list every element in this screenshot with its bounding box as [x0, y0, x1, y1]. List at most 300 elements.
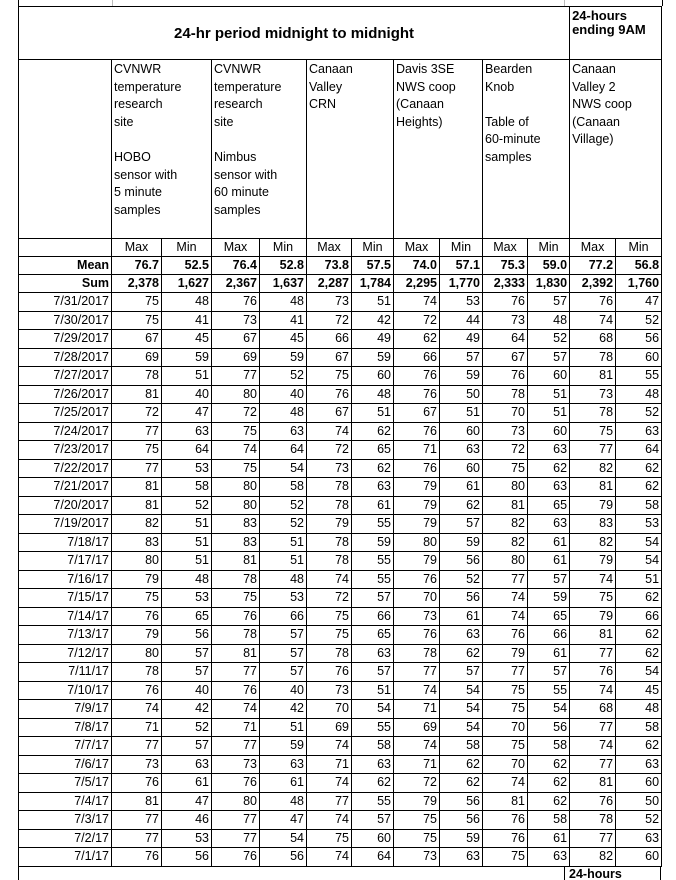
sum-value: 2,392	[570, 275, 616, 293]
date-cell: 7/6/17	[19, 755, 112, 774]
table-row	[19, 496, 662, 515]
value-cell: 40	[260, 681, 307, 700]
value-cell: 75	[570, 422, 616, 441]
value-cell: 80	[212, 478, 260, 497]
value-cell: 56	[440, 589, 483, 608]
value-cell: 58	[352, 737, 394, 756]
value-cell: 82	[570, 459, 616, 478]
value-cell: 59	[440, 367, 483, 386]
mean-value: 52.5	[162, 257, 212, 275]
value-cell: 63	[528, 848, 570, 867]
value-cell: 77	[112, 811, 162, 830]
column-label: Max	[394, 239, 440, 257]
value-cell: 54	[260, 459, 307, 478]
value-cell: 76	[483, 829, 528, 848]
value-cell: 65	[162, 607, 212, 626]
value-cell: 81	[483, 792, 528, 811]
value-cell: 51	[440, 404, 483, 423]
value-cell: 60	[616, 348, 662, 367]
value-cell: 55	[352, 792, 394, 811]
value-cell: 81	[570, 478, 616, 497]
value-cell: 66	[528, 626, 570, 645]
value-cell: 80	[394, 533, 440, 552]
value-cell: 52	[260, 367, 307, 386]
value-cell: 63	[352, 478, 394, 497]
date-cell: 7/16/17	[19, 570, 112, 589]
value-cell: 71	[394, 441, 440, 460]
value-cell: 79	[307, 515, 352, 534]
value-cell: 62	[440, 755, 483, 774]
value-cell: 69	[212, 348, 260, 367]
value-cell: 57	[528, 293, 570, 312]
value-cell: 69	[307, 718, 352, 737]
value-cell: 52	[616, 404, 662, 423]
date-cell: 7/4/17	[19, 792, 112, 811]
date-cell: 7/9/17	[19, 700, 112, 719]
table-row	[19, 348, 662, 367]
value-cell: 79	[570, 496, 616, 515]
value-cell: 73	[307, 681, 352, 700]
value-cell: 46	[162, 811, 212, 830]
value-cell: 79	[112, 570, 162, 589]
value-cell: 57	[260, 644, 307, 663]
value-cell: 54	[440, 700, 483, 719]
date-cell: 7/23/2017	[19, 441, 112, 460]
date-cell: 7/20/2017	[19, 496, 112, 515]
value-cell: 63	[440, 848, 483, 867]
value-cell: 77	[570, 644, 616, 663]
value-cell: 62	[528, 774, 570, 793]
value-cell: 77	[570, 718, 616, 737]
value-cell: 76	[394, 422, 440, 441]
sum-value: 2,367	[212, 275, 260, 293]
value-cell: 62	[352, 422, 394, 441]
mean-value: 57.1	[440, 257, 483, 275]
value-cell: 71	[307, 755, 352, 774]
value-cell: 71	[212, 718, 260, 737]
value-cell: 58	[162, 478, 212, 497]
value-cell: 62	[352, 774, 394, 793]
value-cell: 62	[528, 755, 570, 774]
table-row	[19, 848, 662, 867]
value-cell: 51	[616, 570, 662, 589]
value-cell: 60	[616, 848, 662, 867]
value-cell: 83	[212, 533, 260, 552]
date-cell: 7/29/2017	[19, 330, 112, 349]
value-cell: 75	[394, 829, 440, 848]
value-cell: 78	[570, 348, 616, 367]
value-cell: 80	[483, 478, 528, 497]
value-cell: 67	[483, 348, 528, 367]
value-cell: 79	[394, 552, 440, 571]
table-row	[19, 404, 662, 423]
value-cell: 55	[528, 681, 570, 700]
value-cell: 54	[616, 663, 662, 682]
value-cell: 79	[570, 552, 616, 571]
value-cell: 59	[440, 829, 483, 848]
value-cell: 57	[162, 644, 212, 663]
value-cell: 63	[528, 515, 570, 534]
value-cell: 52	[440, 570, 483, 589]
date-cell: 7/14/17	[19, 607, 112, 626]
value-cell: 76	[483, 293, 528, 312]
value-cell: 51	[260, 533, 307, 552]
value-cell: 52	[528, 330, 570, 349]
value-cell: 81	[112, 385, 162, 404]
value-cell: 57	[528, 663, 570, 682]
value-cell: 67	[212, 330, 260, 349]
mean-value: 76.4	[212, 257, 260, 275]
value-cell: 75	[112, 311, 162, 330]
value-cell: 73	[570, 385, 616, 404]
value-cell: 51	[352, 404, 394, 423]
table-row	[19, 385, 662, 404]
value-cell: 77	[394, 663, 440, 682]
value-cell: 61	[162, 774, 212, 793]
source-canaan-valley-crn: Canaan Valley CRN	[307, 60, 394, 239]
value-cell: 68	[570, 330, 616, 349]
value-cell: 62	[352, 459, 394, 478]
value-cell: 66	[352, 607, 394, 626]
value-cell: 63	[616, 829, 662, 848]
value-cell: 60	[616, 774, 662, 793]
column-label: Max	[212, 239, 260, 257]
value-cell: 53	[616, 515, 662, 534]
value-cell: 76	[112, 848, 162, 867]
mean-value: 59.0	[528, 257, 570, 275]
value-cell: 77	[212, 663, 260, 682]
value-cell: 73	[307, 459, 352, 478]
value-cell: 75	[307, 607, 352, 626]
value-cell: 52	[162, 496, 212, 515]
value-cell: 55	[352, 718, 394, 737]
value-cell: 62	[616, 478, 662, 497]
value-cell: 78	[570, 811, 616, 830]
value-cell: 48	[260, 293, 307, 312]
value-cell: 75	[212, 589, 260, 608]
value-cell: 48	[352, 385, 394, 404]
value-cell: 72	[483, 441, 528, 460]
value-cell: 62	[440, 496, 483, 515]
value-cell: 51	[352, 681, 394, 700]
table-row	[19, 811, 662, 830]
value-cell: 81	[112, 792, 162, 811]
date-cell: 7/18/17	[19, 533, 112, 552]
value-cell: 80	[212, 385, 260, 404]
value-cell: 77	[112, 422, 162, 441]
value-cell: 62	[528, 459, 570, 478]
value-cell: 62	[616, 589, 662, 608]
value-cell: 80	[483, 552, 528, 571]
value-cell: 82	[483, 515, 528, 534]
value-cell: 78	[394, 644, 440, 663]
value-cell: 77	[112, 459, 162, 478]
value-cell: 76	[570, 792, 616, 811]
value-cell: 63	[440, 441, 483, 460]
value-cell: 56	[440, 792, 483, 811]
value-cell: 62	[440, 774, 483, 793]
date-cell: 7/19/2017	[19, 515, 112, 534]
value-cell: 63	[616, 422, 662, 441]
value-cell: 73	[483, 422, 528, 441]
right-column-title: 24-hours ending 9AM	[570, 7, 662, 60]
value-cell: 76	[212, 607, 260, 626]
table-row	[19, 644, 662, 663]
source-corner	[19, 60, 112, 239]
value-cell: 58	[528, 811, 570, 830]
value-cell: 60	[528, 367, 570, 386]
value-cell: 83	[570, 515, 616, 534]
table-row	[19, 478, 662, 497]
value-cell: 76	[307, 385, 352, 404]
value-cell: 77	[570, 441, 616, 460]
value-cell: 67	[394, 404, 440, 423]
value-cell: 63	[528, 441, 570, 460]
value-cell: 76	[483, 626, 528, 645]
value-cell: 76	[394, 385, 440, 404]
value-cell: 63	[440, 626, 483, 645]
value-cell: 76	[394, 626, 440, 645]
value-cell: 77	[307, 792, 352, 811]
value-cell: 48	[260, 792, 307, 811]
value-cell: 74	[307, 811, 352, 830]
table-row	[19, 367, 662, 386]
value-cell: 62	[616, 459, 662, 478]
value-cell: 77	[212, 829, 260, 848]
value-cell: 75	[307, 829, 352, 848]
value-cell: 76	[212, 774, 260, 793]
value-cell: 54	[616, 533, 662, 552]
value-cell: 64	[616, 441, 662, 460]
value-cell: 62	[616, 737, 662, 756]
column-label: Max	[570, 239, 616, 257]
value-cell: 60	[440, 422, 483, 441]
value-cell: 68	[570, 700, 616, 719]
value-cell: 65	[352, 441, 394, 460]
date-cell: 7/5/17	[19, 774, 112, 793]
value-cell: 81	[212, 644, 260, 663]
source-bearden-knob: Bearden Knob Table of 60-minute samples	[483, 60, 570, 239]
value-cell: 74	[394, 293, 440, 312]
value-cell: 58	[616, 718, 662, 737]
table-row	[19, 718, 662, 737]
value-cell: 74	[483, 774, 528, 793]
value-cell: 61	[440, 607, 483, 626]
date-cell: 7/30/2017	[19, 311, 112, 330]
value-cell: 73	[483, 311, 528, 330]
value-cell: 58	[440, 737, 483, 756]
value-cell: 72	[307, 311, 352, 330]
value-cell: 69	[394, 718, 440, 737]
value-cell: 60	[352, 367, 394, 386]
source-cvnwr-hobo: CVNWR temperature research site HOBO sensor with 5 minute samples	[112, 60, 212, 239]
value-cell: 57	[528, 570, 570, 589]
value-cell: 41	[162, 311, 212, 330]
value-cell: 51	[528, 385, 570, 404]
value-cell: 76	[483, 811, 528, 830]
value-cell: 78	[307, 496, 352, 515]
value-cell: 64	[352, 848, 394, 867]
value-cell: 60	[528, 422, 570, 441]
value-cell: 61	[352, 496, 394, 515]
source-canaan-valley-2: Canaan Valley 2 NWS coop (Canaan Village)	[570, 60, 662, 239]
value-cell: 67	[307, 348, 352, 367]
column-label: Min	[528, 239, 570, 257]
value-cell: 78	[212, 626, 260, 645]
value-cell: 78	[307, 644, 352, 663]
value-cell: 56	[162, 848, 212, 867]
value-cell: 71	[394, 755, 440, 774]
value-cell: 61	[440, 478, 483, 497]
value-cell: 51	[162, 552, 212, 571]
value-cell: 77	[483, 663, 528, 682]
value-cell: 76	[307, 663, 352, 682]
value-cell: 79	[112, 626, 162, 645]
value-cell: 56	[616, 330, 662, 349]
value-cell: 47	[162, 404, 212, 423]
value-cell: 57	[162, 737, 212, 756]
value-cell: 78	[307, 533, 352, 552]
sum-value: 2,333	[483, 275, 528, 293]
table-row	[19, 570, 662, 589]
sum-label: Sum	[19, 275, 112, 293]
date-cell: 7/17/17	[19, 552, 112, 571]
value-cell: 78	[483, 385, 528, 404]
date-cell: 7/2/17	[19, 829, 112, 848]
value-cell: 81	[212, 552, 260, 571]
date-cell: 7/21/2017	[19, 478, 112, 497]
value-cell: 64	[260, 441, 307, 460]
sum-value: 1,830	[528, 275, 570, 293]
value-cell: 57	[440, 348, 483, 367]
value-cell: 79	[483, 644, 528, 663]
mean-value: 57.5	[352, 257, 394, 275]
value-cell: 55	[352, 552, 394, 571]
value-cell: 83	[212, 515, 260, 534]
value-cell: 78	[307, 552, 352, 571]
value-cell: 72	[212, 404, 260, 423]
value-cell: 55	[352, 570, 394, 589]
value-cell: 62	[528, 792, 570, 811]
table-row	[19, 755, 662, 774]
table-title: 24-hr period midnight to midnight	[19, 7, 570, 60]
value-cell: 75	[112, 589, 162, 608]
value-cell: 51	[528, 404, 570, 423]
value-cell: 70	[483, 755, 528, 774]
value-cell: 72	[112, 404, 162, 423]
value-cell: 74	[570, 737, 616, 756]
value-cell: 79	[394, 496, 440, 515]
table-row	[19, 829, 662, 848]
value-cell: 78	[112, 367, 162, 386]
value-cell: 53	[260, 589, 307, 608]
date-cell: 7/10/17	[19, 681, 112, 700]
value-cell: 60	[352, 829, 394, 848]
value-cell: 52	[260, 496, 307, 515]
value-cell: 44	[440, 311, 483, 330]
value-cell: 73	[212, 755, 260, 774]
value-cell: 57	[162, 663, 212, 682]
table-row	[19, 422, 662, 441]
value-cell: 48	[162, 293, 212, 312]
column-label: Min	[260, 239, 307, 257]
value-cell: 59	[352, 533, 394, 552]
value-cell: 79	[394, 515, 440, 534]
value-cell: 45	[616, 681, 662, 700]
value-cell: 81	[112, 496, 162, 515]
date-cell: 7/28/2017	[19, 348, 112, 367]
value-cell: 48	[260, 570, 307, 589]
value-cell: 57	[440, 515, 483, 534]
value-cell: 60	[440, 459, 483, 478]
table-row	[19, 589, 662, 608]
value-cell: 77	[112, 829, 162, 848]
value-cell: 75	[307, 367, 352, 386]
value-cell: 64	[162, 441, 212, 460]
value-cell: 81	[112, 478, 162, 497]
table-row	[19, 700, 662, 719]
value-cell: 74	[307, 774, 352, 793]
table-row	[19, 311, 662, 330]
value-cell: 65	[528, 607, 570, 626]
value-cell: 66	[260, 607, 307, 626]
value-cell: 73	[394, 607, 440, 626]
value-cell: 62	[616, 644, 662, 663]
value-cell: 75	[212, 422, 260, 441]
value-cell: 72	[394, 311, 440, 330]
value-cell: 63	[352, 644, 394, 663]
value-cell: 61	[528, 644, 570, 663]
value-cell: 50	[616, 792, 662, 811]
value-cell: 54	[260, 829, 307, 848]
value-cell: 75	[483, 459, 528, 478]
value-cell: 74	[112, 700, 162, 719]
value-cell: 66	[307, 330, 352, 349]
value-cell: 40	[162, 681, 212, 700]
value-cell: 76	[212, 848, 260, 867]
value-cell: 81	[570, 626, 616, 645]
value-cell: 57	[440, 663, 483, 682]
date-cell: 7/27/2017	[19, 367, 112, 386]
value-cell: 74	[212, 700, 260, 719]
value-cell: 61	[528, 533, 570, 552]
date-cell: 7/15/17	[19, 589, 112, 608]
value-cell: 48	[260, 404, 307, 423]
value-cell: 78	[112, 663, 162, 682]
mean-value: 77.2	[570, 257, 616, 275]
value-cell: 56	[162, 626, 212, 645]
value-cell: 76	[112, 774, 162, 793]
value-cell: 74	[483, 607, 528, 626]
date-cell: 7/13/17	[19, 626, 112, 645]
value-cell: 75	[483, 737, 528, 756]
value-cell: 71	[112, 718, 162, 737]
value-cell: 55	[352, 515, 394, 534]
value-cell: 63	[352, 755, 394, 774]
value-cell: 82	[483, 533, 528, 552]
value-cell: 48	[162, 570, 212, 589]
value-cell: 80	[212, 496, 260, 515]
value-cell: 74	[307, 737, 352, 756]
value-cell: 61	[260, 774, 307, 793]
value-cell: 70	[483, 404, 528, 423]
value-cell: 76	[212, 293, 260, 312]
value-cell: 74	[212, 441, 260, 460]
value-cell: 74	[394, 681, 440, 700]
value-cell: 59	[528, 589, 570, 608]
value-cell: 82	[112, 515, 162, 534]
value-cell: 53	[162, 829, 212, 848]
